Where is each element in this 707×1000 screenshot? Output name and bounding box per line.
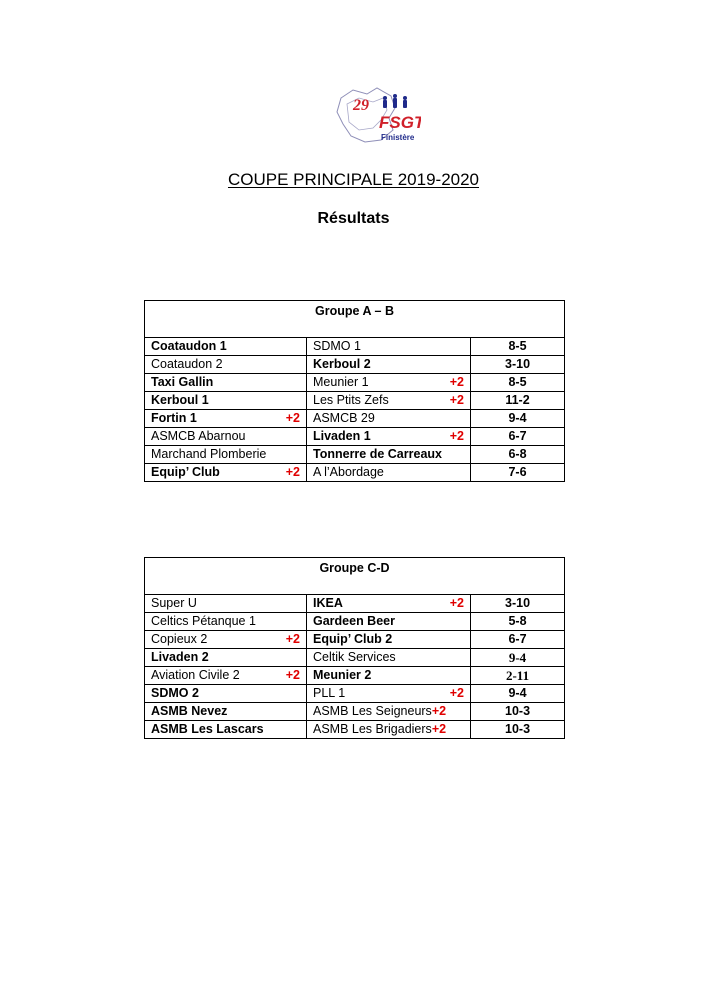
match-row: [145, 374, 565, 392]
home-team-name: ASMB Nevez: [151, 704, 228, 718]
bonus-points: +2: [449, 393, 464, 407]
home-team-name: Taxi Gallin: [151, 375, 214, 389]
home-team-name: Aviation Civile 2: [151, 668, 240, 682]
away-team-cell: [307, 631, 471, 649]
away-team-cell: [307, 338, 471, 356]
score-cell: 10-3: [471, 703, 565, 721]
page-subtitle: Résultats: [317, 210, 390, 227]
away-team-name: Celtik Services: [313, 650, 396, 664]
away-team-cell: [307, 685, 471, 703]
away-team-cell: [307, 667, 471, 685]
bonus-points: +2: [431, 722, 447, 736]
home-team-cell: [145, 446, 307, 464]
home-team-cell: [145, 338, 307, 356]
match-row: [145, 631, 565, 649]
score-cell: 6-7: [471, 631, 565, 649]
match-row: [145, 446, 565, 464]
home-team-cell: [145, 667, 307, 685]
away-team-name: Equip’ Club 2: [313, 632, 393, 646]
group-header-row: [145, 301, 565, 338]
bonus-points: +2: [285, 668, 300, 682]
home-team-name: ASMCB Abarnou: [151, 429, 246, 443]
home-team-cell: [145, 464, 307, 482]
home-team-name: SDMO 2: [151, 686, 199, 700]
score-cell: 8-5: [471, 374, 565, 392]
match-row: [145, 410, 565, 428]
home-team-name: Livaden 2: [151, 650, 209, 664]
logo-text: FSGT: [379, 113, 421, 132]
match-row: [145, 338, 565, 356]
bonus-points: +2: [449, 429, 464, 443]
away-team-name: SDMO 1: [313, 339, 361, 353]
home-team-name: ASMB Les Lascars: [151, 722, 264, 736]
score-cell: 7-6: [471, 464, 565, 482]
score-cell: 3-10: [471, 356, 565, 374]
away-team-cell: [307, 703, 471, 721]
score-cell: 11-2: [471, 392, 565, 410]
score-cell: 2-11: [471, 667, 565, 685]
score-cell: 3-10: [471, 595, 565, 613]
home-team-cell: [145, 374, 307, 392]
home-team-cell: [145, 410, 307, 428]
fsgt-logo: [333, 84, 421, 146]
home-team-name: Marchand Plomberie: [151, 447, 267, 461]
home-team-cell: [145, 721, 307, 739]
bonus-points: +2: [449, 375, 464, 389]
match-row: [145, 703, 565, 721]
score-cell: 9-4: [471, 410, 565, 428]
bonus-points: +2: [285, 465, 300, 479]
away-team-name: Gardeen Beer: [313, 614, 395, 628]
away-team-name: ASMCB 29: [313, 411, 375, 425]
home-team-cell: [145, 428, 307, 446]
home-team-cell: [145, 649, 307, 667]
bonus-points: +2: [285, 632, 300, 646]
match-row: [145, 667, 565, 685]
home-team-cell: [145, 356, 307, 374]
logo-number: 29: [353, 97, 369, 114]
home-team-name: Coataudon 2: [151, 357, 223, 371]
away-team-name: Tonnerre de Carreaux: [313, 447, 442, 461]
results-table-group-c-d: [144, 557, 565, 739]
home-team-cell: [145, 595, 307, 613]
score-cell: 10-3: [471, 721, 565, 739]
match-row: [145, 721, 565, 739]
away-team-cell: [307, 410, 471, 428]
away-team-name: IKEA: [313, 596, 343, 610]
bonus-points: +2: [285, 411, 300, 425]
match-row: [145, 428, 565, 446]
match-row: [145, 649, 565, 667]
match-row: [145, 356, 565, 374]
home-team-name: Fortin 1: [151, 411, 197, 425]
page-title: COUPE PRINCIPALE 2019-2020: [227, 170, 480, 189]
away-team-cell: [307, 721, 471, 739]
group-title: Groupe C-D: [145, 558, 565, 595]
away-team-name: Livaden 1: [313, 429, 371, 443]
home-team-cell: [145, 392, 307, 410]
home-team-name: Equip’ Club: [151, 465, 220, 479]
away-team-name: A l’Abordage: [313, 465, 384, 479]
home-team-cell: [145, 631, 307, 649]
match-row: [145, 613, 565, 631]
logo-region: Finistère: [381, 133, 415, 142]
away-team-name: Kerboul 2: [313, 357, 371, 371]
group-header-row: [145, 558, 565, 595]
results-table-group-a-b: [144, 300, 565, 482]
match-row: [145, 595, 565, 613]
score-cell: 9-4: [471, 649, 565, 667]
away-team-name: Les Ptits Zefs: [313, 393, 389, 407]
away-team-cell: [307, 428, 471, 446]
away-team-name: Meunier 2: [313, 668, 372, 682]
away-team-cell: [307, 446, 471, 464]
away-team-cell: [307, 374, 471, 392]
bonus-points: +2: [449, 596, 464, 610]
home-team-name: Celtics Pétanque 1: [151, 614, 256, 628]
away-team-name: Meunier 1: [313, 375, 369, 389]
home-team-cell: [145, 703, 307, 721]
away-team-name: ASMB Les Brigadiers: [313, 722, 432, 736]
match-row: [145, 685, 565, 703]
away-team-cell: [307, 613, 471, 631]
away-team-cell: [307, 392, 471, 410]
away-team-cell: [307, 595, 471, 613]
score-cell: 6-7: [471, 428, 565, 446]
home-team-name: Super U: [151, 596, 197, 610]
match-row: [145, 464, 565, 482]
away-team-cell: [307, 464, 471, 482]
score-cell: 8-5: [471, 338, 565, 356]
away-team-name: PLL 1: [313, 686, 346, 700]
away-team-cell: [307, 356, 471, 374]
away-team-cell: [307, 649, 471, 667]
score-cell: 6-8: [471, 446, 565, 464]
score-cell: 9-4: [471, 685, 565, 703]
home-team-name: Coataudon 1: [151, 339, 227, 353]
home-team-name: Copieux 2: [151, 632, 208, 646]
away-team-name: ASMB Les Seigneurs: [313, 704, 432, 718]
match-row: [145, 392, 565, 410]
bonus-points: +2: [449, 686, 464, 700]
home-team-cell: [145, 613, 307, 631]
bonus-points: +2: [431, 704, 447, 718]
home-team-name: Kerboul 1: [151, 393, 209, 407]
score-cell: 5-8: [471, 613, 565, 631]
group-title: Groupe A – B: [145, 301, 565, 338]
home-team-cell: [145, 685, 307, 703]
